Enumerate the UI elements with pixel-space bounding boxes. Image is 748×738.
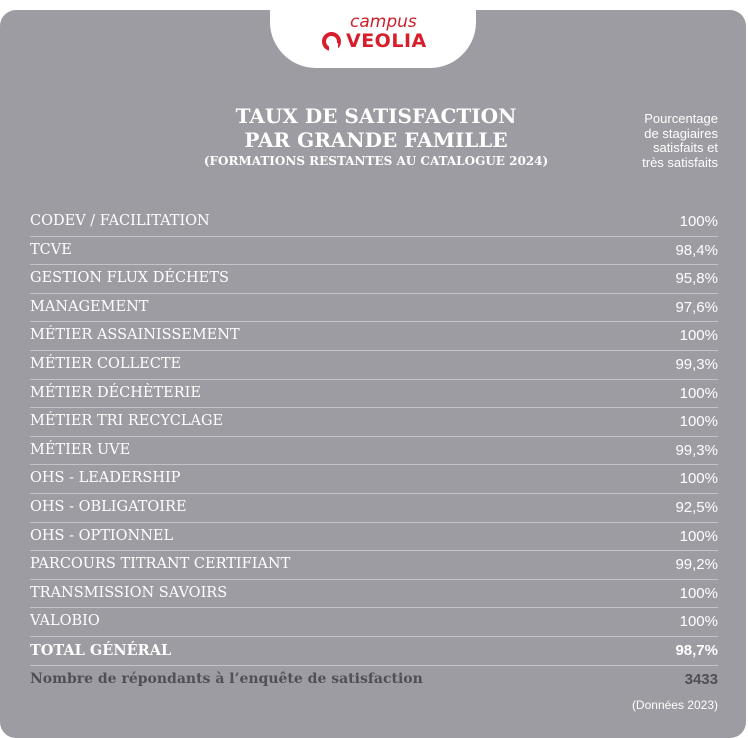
row-label: PARCOURS TITRANT CERTIFIANT xyxy=(30,556,291,573)
table-row xyxy=(30,265,718,294)
row-label: GESTION FLUX DÉCHETS xyxy=(30,270,229,287)
title-line-2: PAR GRANDE FAMILLE xyxy=(244,128,508,152)
row-value: 95,8% xyxy=(675,270,718,288)
table-row xyxy=(30,237,718,266)
table-row xyxy=(30,380,718,409)
row-label: MÉTIER UVE xyxy=(30,441,131,458)
respondents-value: 3433 xyxy=(684,670,718,688)
legend-line: très satisfaits xyxy=(642,154,718,170)
percentage-legend xyxy=(578,112,718,170)
row-value: 99,2% xyxy=(675,556,718,574)
legend-line: Pourcentage xyxy=(644,111,718,126)
brand-name: VEOLIA xyxy=(346,30,427,52)
row-label: OHS - OPTIONNEL xyxy=(30,527,174,544)
row-label: MÉTIER DÉCHÈTERIE xyxy=(30,384,201,401)
row-value: 100% xyxy=(679,584,718,602)
row-value: 100% xyxy=(679,384,718,402)
table-row xyxy=(30,608,718,637)
row-value: 100% xyxy=(679,527,718,545)
table-row xyxy=(30,208,718,237)
table-row xyxy=(30,351,718,380)
row-label: CODEV / FACILITATION xyxy=(30,213,210,229)
table-row xyxy=(30,465,718,494)
row-label: OHS - LEADERSHIP xyxy=(30,470,181,487)
satisfaction-table xyxy=(30,208,718,694)
row-value: 100% xyxy=(679,470,718,488)
row-value: 92,5% xyxy=(675,498,718,516)
row-label: MÉTIER COLLECTE xyxy=(30,355,182,372)
row-value: 99,3% xyxy=(675,355,718,373)
row-value: 100% xyxy=(679,327,718,345)
total-row xyxy=(30,637,718,666)
row-label: OHS - OBLIGATOIRE xyxy=(30,498,187,515)
row-label: VALOBIO xyxy=(30,613,100,630)
data-source-note: (Données 2023) xyxy=(631,698,718,712)
row-value: 100% xyxy=(679,613,718,631)
table-row xyxy=(30,408,718,437)
row-value: 97,6% xyxy=(675,298,718,316)
table-row xyxy=(30,294,718,323)
table-row xyxy=(30,437,718,466)
table-row xyxy=(30,494,718,523)
brand-logo xyxy=(322,30,427,52)
title-line-1: TAUX DE SATISFACTION xyxy=(235,104,517,128)
respondents-label: Nombre de répondants à l’enquête de satisfaction xyxy=(30,670,423,687)
total-value: 98,7% xyxy=(675,641,718,659)
brand-campus-text: campus xyxy=(350,12,417,32)
table-row xyxy=(30,322,718,351)
row-value: 100% xyxy=(679,413,718,431)
title-subtitle: (FORMATIONS RESTANTES AU CATALOGUE 2024) xyxy=(203,154,549,168)
table-row xyxy=(30,523,718,552)
page-title xyxy=(176,104,576,168)
legend-line: satisfaits et xyxy=(652,140,718,155)
row-label: MÉTIER ASSAINISSEMENT xyxy=(30,327,240,344)
row-value: 99,3% xyxy=(675,441,718,459)
row-label: MÉTIER TRI RECYCLAGE xyxy=(30,413,224,430)
legend-line: de stagiaires xyxy=(644,125,718,141)
table-row xyxy=(30,551,718,580)
row-label: TRANSMISSION SAVOIRS xyxy=(30,584,228,601)
total-label: TOTAL GÉNÉRAL xyxy=(30,641,172,659)
respondents-row xyxy=(30,666,718,695)
table-row xyxy=(30,580,718,609)
row-label: TCVE xyxy=(30,241,72,258)
row-value: 98,4% xyxy=(675,241,718,259)
row-label: MANAGEMENT xyxy=(30,298,149,315)
row-value: 100% xyxy=(679,213,718,230)
veolia-logo-icon xyxy=(322,32,341,51)
